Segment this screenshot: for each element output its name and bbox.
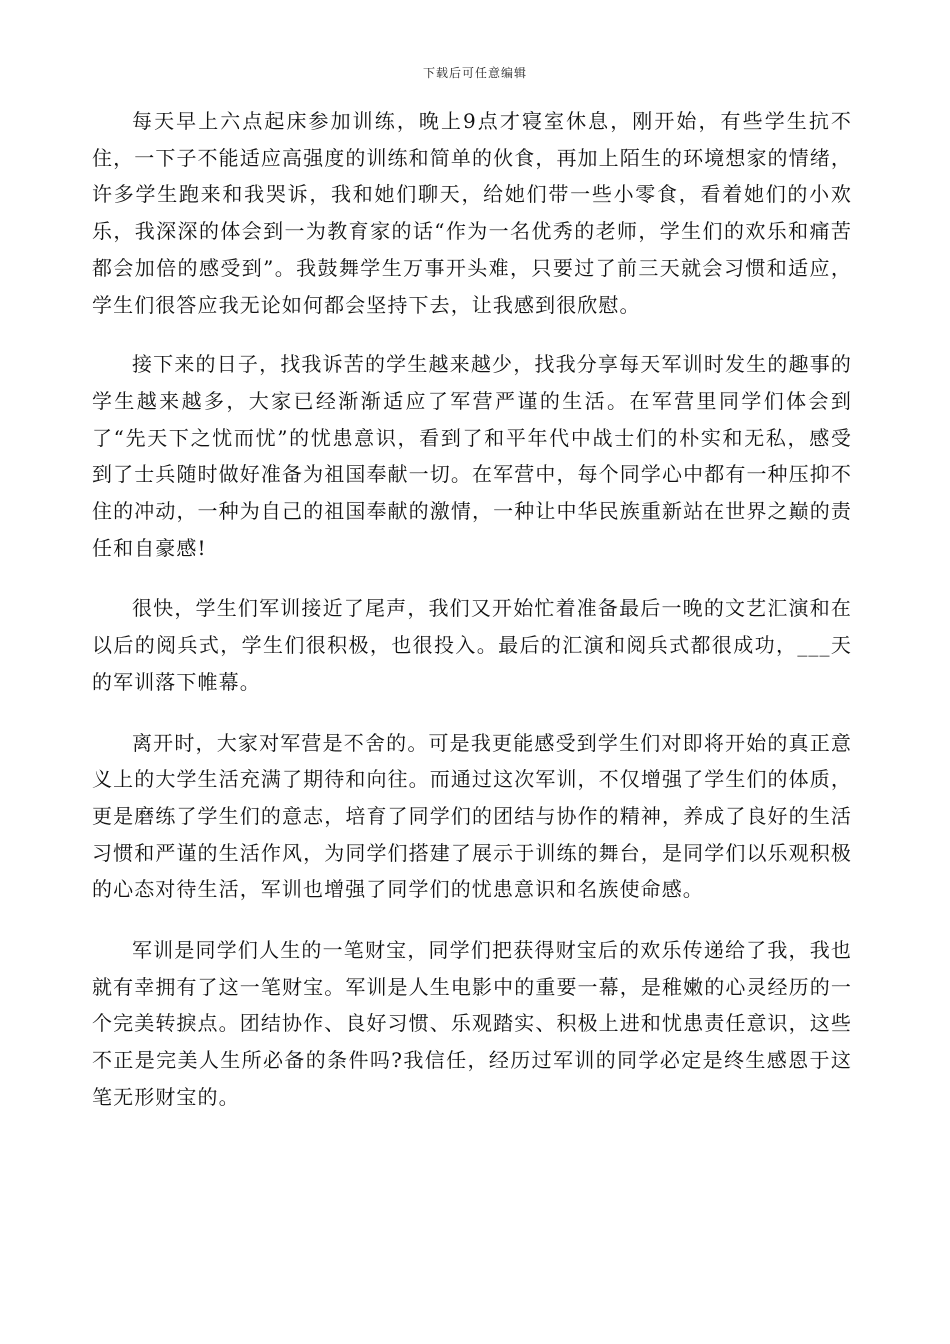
paragraph: 很快，学生们军训接近了尾声，我们又开始忙着准备最后一晚的文艺汇演和在以后的阅兵式，学生们很积极，也很投入。最后的汇演和阅兵式都很成功，___天的军训落下帷幕。 [92,596,852,694]
paragraph: 每天早上六点起床参加训练，晚上9点才寝室休息，刚开始，有些学生抗不住，一下子不能适应高强度的训练和简单的伙食，再加上陌生的环境想家的情绪，许多学生跑来和我哭诉，我和她们聊天，给她们带一些小零食，看着她们的小欢乐，我深深的体会到一为教育家的话“作为一名优秀的老师，学生们的欢乐和痛苦都会加倍的感受到”。我鼓舞学生万事开头难，只要过了前三天就会习惯和适应，学生们很答应我无论如何都会坚持下去，让我感到很欣慰。 [92,109,852,317]
paragraph: 接下来的日子，找我诉苦的学生越来越少，找我分享每天军训时发生的趣事的学生越来越多，大家已经渐渐适应了军营严谨的生活。在军营里同学们体会到了“先天下之忧而忧”的忧患意识，看到了和平年代中战士们的朴实和无私，感受到了士兵随时做好准备为祖国奉献一切。在军营中，每个同学心中都有一种压抑不住的冲动，一种为自己的祖国奉献的激情，一种让中华民族重新站在世界之巅的责任和自豪感! [92,352,852,560]
paragraph: 军训是同学们人生的一笔财宝，同学们把获得财宝后的欢乐传递给了我，我也就有幸拥有了这一笔财宝。军训是人生电影中的重要一幕，是稚嫩的心灵经历的一个完美转捩点。团结协作、良好习惯、乐观踏实、积极上进和忧患责任意识，这些不正是完美人生所必备的条件吗?我信任，经历过军训的同学必定是终生感恩于这笔无形财宝的。 [92,938,852,1109]
document-body [92,103,852,1139]
paragraph: 离开时，大家对军营是不舍的。可是我更能感受到学生们对即将开始的真正意义上的大学生活充满了期待和向往。而通过这次军训，不仅增强了学生们的体质，更是磨练了学生们的意志，培育了同学们的团结与协作的精神，养成了良好的生活习惯和严谨的生活作风，为同学们搭建了展示于训练的舞台，是同学们以乐观积极的心态对待生活，军训也增强了同学们的忧患意识和名族使命感。 [92,730,852,902]
page-header: 下载后可任意编辑 [422,66,527,80]
